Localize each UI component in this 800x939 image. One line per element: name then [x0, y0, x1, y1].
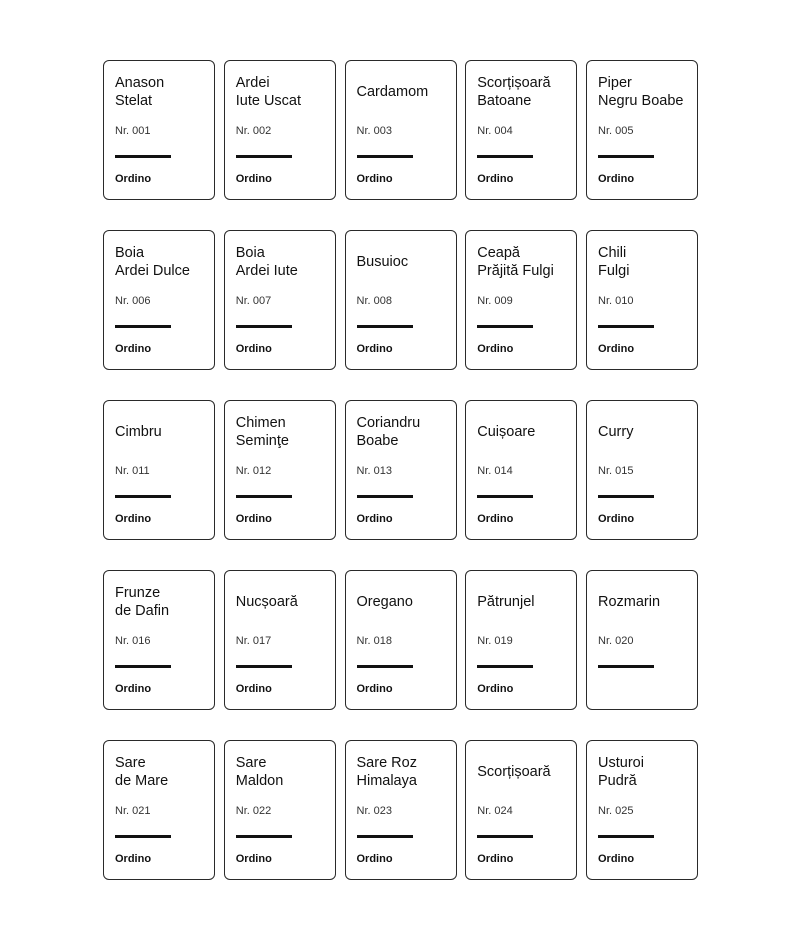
label-divider-bar — [477, 835, 533, 838]
label-divider-bar — [598, 665, 654, 668]
spice-label — [465, 740, 577, 880]
label-divider-bar — [598, 495, 654, 498]
spice-name: Busuioc — [356, 254, 409, 270]
spice-label — [103, 60, 215, 200]
order-label: Ordino — [477, 173, 514, 185]
spice-label — [345, 230, 457, 370]
label-divider-bar — [477, 325, 533, 328]
spice-name: Piper Negru Boabe — [598, 75, 684, 109]
spice-number: Nr. 021 — [115, 805, 151, 817]
spice-number: Nr. 012 — [235, 465, 272, 477]
order-label: Ordino — [115, 513, 152, 525]
spice-name: Chili Fulgi — [598, 245, 630, 279]
order-label: Ordino — [235, 343, 272, 355]
spice-name: Ardei Iute Uscat — [235, 75, 302, 109]
label-divider-bar — [598, 325, 654, 328]
label-divider-bar — [236, 665, 292, 668]
spice-label — [586, 400, 698, 540]
order-label: Ordino — [477, 683, 514, 695]
order-label: Ordino — [477, 343, 514, 355]
spice-label — [224, 740, 336, 880]
label-divider-bar — [115, 665, 171, 668]
order-label: Ordino — [115, 343, 152, 355]
order-label: Ordino — [598, 853, 635, 865]
order-label: Ordino — [356, 173, 393, 185]
label-divider-bar — [115, 325, 171, 328]
label-divider-bar — [598, 835, 654, 838]
spice-label — [465, 230, 577, 370]
spice-name: Sare Roz Himalaya — [356, 755, 417, 789]
order-label: Ordino — [598, 343, 635, 355]
order-label: Ordino — [235, 173, 272, 185]
spice-label — [586, 740, 698, 880]
spice-number: Nr. 019 — [477, 635, 513, 647]
spice-label — [224, 230, 336, 370]
spice-label — [345, 570, 457, 710]
spice-number: Nr. 013 — [356, 465, 392, 477]
order-label: Ordino — [235, 513, 272, 525]
spice-label — [345, 60, 457, 200]
spice-name: Oregano — [356, 594, 413, 610]
spice-name: Scorțișoară Batoane — [477, 75, 551, 109]
spice-number: Nr. 010 — [598, 295, 634, 307]
order-label: Ordino — [115, 173, 152, 185]
spice-number: Nr. 002 — [235, 125, 272, 137]
label-divider-bar — [236, 155, 292, 158]
spice-number: Nr. 007 — [235, 295, 272, 307]
label-divider-bar — [477, 495, 533, 498]
order-label: Ordino — [235, 683, 272, 695]
spice-label — [586, 60, 698, 200]
spice-number: Nr. 016 — [115, 635, 151, 647]
order-label: Ordino — [356, 513, 393, 525]
label-divider-bar — [236, 495, 292, 498]
spice-number: Nr. 014 — [477, 465, 513, 477]
spice-number: Nr. 004 — [477, 125, 513, 137]
label-divider-bar — [236, 325, 292, 328]
spice-name: Boia Ardei Dulce — [115, 245, 190, 279]
label-divider-bar — [357, 665, 413, 668]
spice-name: Sare Maldon — [235, 755, 284, 789]
label-divider-bar — [477, 155, 533, 158]
spice-label — [103, 230, 215, 370]
label-divider-bar — [357, 155, 413, 158]
spice-label — [465, 60, 577, 200]
label-divider-bar — [357, 495, 413, 498]
label-sheet — [103, 60, 698, 880]
spice-number: Nr. 023 — [356, 805, 392, 817]
order-label: Ordino — [598, 513, 635, 525]
order-label: Ordino — [356, 343, 393, 355]
spice-number: Nr. 020 — [598, 635, 634, 647]
order-label: Ordino — [477, 513, 514, 525]
spice-number: Nr. 008 — [356, 295, 392, 307]
spice-name: Rozmarin — [598, 594, 661, 610]
spice-number: Nr. 022 — [235, 805, 272, 817]
label-divider-bar — [357, 325, 413, 328]
spice-name: Scorțișoară — [477, 764, 551, 780]
spice-name: Chimen Seminţe — [235, 415, 289, 449]
spice-name: Boia Ardei Iute — [235, 245, 298, 279]
spice-name: Anason Stelat — [115, 75, 165, 109]
spice-label — [224, 570, 336, 710]
order-label: Ordino — [115, 853, 152, 865]
spice-label — [586, 570, 698, 710]
spice-number: Nr. 011 — [115, 465, 150, 477]
spice-name: Usturoi Pudră — [598, 755, 644, 789]
spice-name: Cimbru — [115, 424, 162, 440]
order-label: Ordino — [235, 853, 272, 865]
spice-number: Nr. 024 — [477, 805, 513, 817]
spice-label — [103, 740, 215, 880]
order-label: Ordino — [477, 853, 514, 865]
spice-number: Nr. 017 — [235, 635, 272, 647]
spice-number: Nr. 025 — [598, 805, 634, 817]
spice-name: Frunze de Dafin — [115, 585, 170, 619]
spice-label — [345, 400, 457, 540]
label-divider-bar — [236, 835, 292, 838]
spice-name: Pătrunjel — [477, 594, 535, 610]
spice-number: Nr. 009 — [477, 295, 513, 307]
spice-label — [224, 400, 336, 540]
label-divider-bar — [598, 155, 654, 158]
spice-name: Coriandru Boabe — [356, 415, 421, 449]
order-label: Ordino — [356, 683, 393, 695]
spice-number: Nr. 018 — [356, 635, 392, 647]
order-label: Ordino — [356, 853, 393, 865]
label-divider-bar — [115, 495, 171, 498]
spice-number: Nr. 003 — [356, 125, 392, 137]
spice-number: Nr. 006 — [115, 295, 151, 307]
label-divider-bar — [357, 835, 413, 838]
spice-name: Cuișoare — [477, 424, 536, 440]
spice-label — [224, 60, 336, 200]
spice-label — [103, 570, 215, 710]
spice-name: Sare de Mare — [115, 755, 169, 789]
order-label: Ordino — [598, 173, 635, 185]
spice-name: Ceapă Prăjită Fulgi — [477, 245, 554, 279]
spice-label — [465, 570, 577, 710]
spice-label — [586, 230, 698, 370]
label-divider-bar — [477, 665, 533, 668]
spice-label — [103, 400, 215, 540]
spice-name: Curry — [598, 424, 634, 440]
label-divider-bar — [115, 835, 171, 838]
spice-number: Nr. 005 — [598, 125, 634, 137]
spice-number: Nr. 015 — [598, 465, 634, 477]
spice-number: Nr. 001 — [115, 125, 151, 137]
order-label: Ordino — [115, 683, 152, 695]
label-divider-bar — [115, 155, 171, 158]
spice-name: Cardamom — [356, 84, 429, 100]
spice-label — [345, 740, 457, 880]
spice-name: Nucșoară — [235, 594, 298, 610]
spice-label — [465, 400, 577, 540]
